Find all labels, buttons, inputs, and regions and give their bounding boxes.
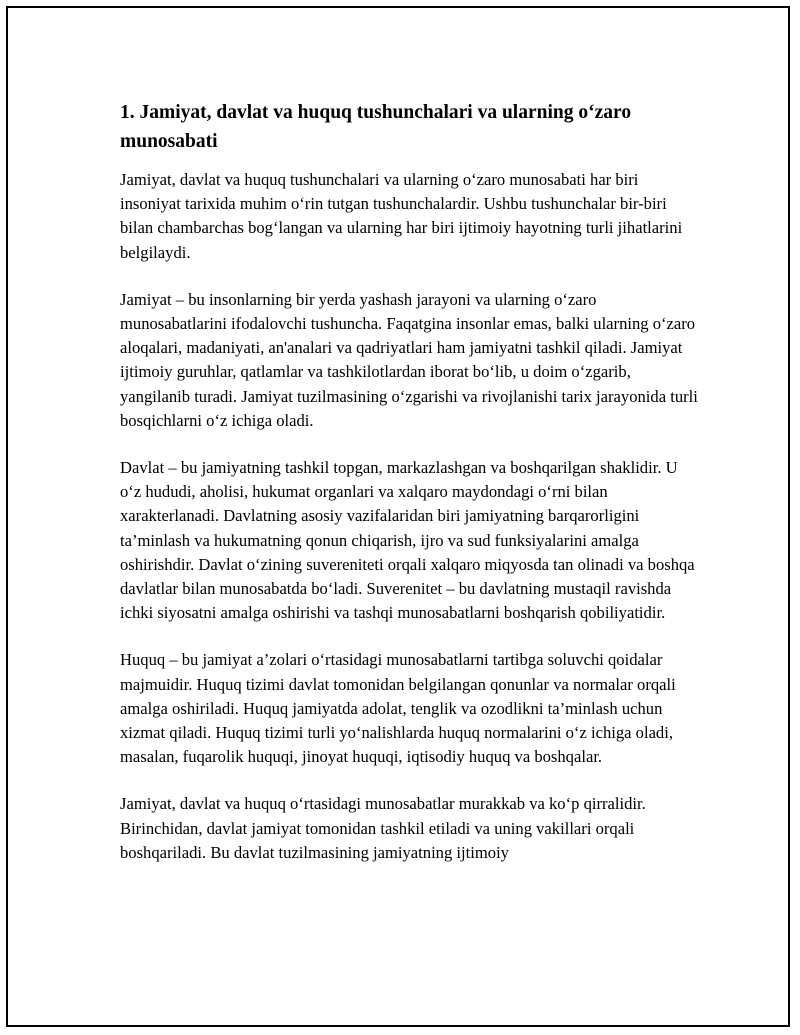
paragraph-huquq: Huquq – bu jamiyat a’zolari o‘rtasidagi munosabatlarni tartibga soluvchi qoidalar majmuidir. Huquq tizimi davlat tomonidan belgilangan qonunlar va normalar orqali amalga oshiriladi. Huquq jamiyatda adolat, tenglik va ozodlikni ta’minlash uchun xizmat qiladi. Huquq tizimi turli yo‘nalishlarda huquq normalarini o‘z ichiga oladi, masalan, fuqarolik huquqi, jinoyat huquqi, iqtisodiy huquq va boshqalar. [120, 650, 676, 767]
paragraph-jamiyat: Jamiyat – bu insonlarning bir yerda yashash jarayoni va ularning o‘zaro munosabatlarini ifodalovchi tushuncha. Faqatgina insonlar emas, balki ularning o‘zaro aloqalari, madaniyati, an'analari va qadriyatlari ham jamiyatni tashkil qiladi. Jamiyat ijtimoiy guruhlar, qatlamlar va tashkilotlardan iborat bo‘lib, u doim o‘zgarib, yangilanib turadi. Jamiyat tuzilmasining o‘zgarishi va rivojlanishi tarix jarayonida turli bosqichlarni o‘z ichiga oladi. [120, 289, 698, 430]
paragraph-davlat: Davlat – bu jamiyatning tashkil topgan, markazlashgan va boshqarilgan shaklidir. U o‘z hududi, aholisi, hukumat organlari va xalqaro maydondagi o‘rni bilan xarakterlanadi. Davlatning asosiy vazifalaridan biri jamiyatning barqarorligini ta’minlash va hukumatning qonun chiqarish, ijro va sud funksiyalarini amalga oshirishdir. Davlat o‘zining suvereniteti orqali xalqaro miqyosda tan olinadi va boshqa davlatlar bilan munosabatda bo‘ladi. Suverenitet – bu davlatning mustaqil ravishda ichki siyosatni amalga oshirishi va tashqi munosabatlarni boshqarish qobiliyatidir. [120, 458, 695, 623]
section-heading: 1. Jamiyat, davlat va huquq tushunchalari va ularning o‘zaro munosabati [120, 102, 632, 152]
document-page [6, 6, 790, 1027]
paragraph-relations: Jamiyat, davlat va huquq o‘rtasidagi munosabatlar murakkab va ko‘p qirralidir. Birinchidan, davlat jamiyat tomonidan tashkil etiladi va uning vakillari orqali boshqariladi. Bu davlat tuzilmasining jamiyatning ijtimoiy [120, 794, 646, 862]
document-content [120, 98, 698, 888]
paragraph-intro: Jamiyat, davlat va huquq tushunchalari va ularning o‘zaro munosabati har biri insoniyat tarixida muhim o‘rin tutgan tushunchalardir. Ushbu tushunchalar bir-biri bilan chambarchas bog‘langan va ularning har biri ijtimoiy hayotning turli jihatlarini belgilaydi. [120, 170, 683, 262]
